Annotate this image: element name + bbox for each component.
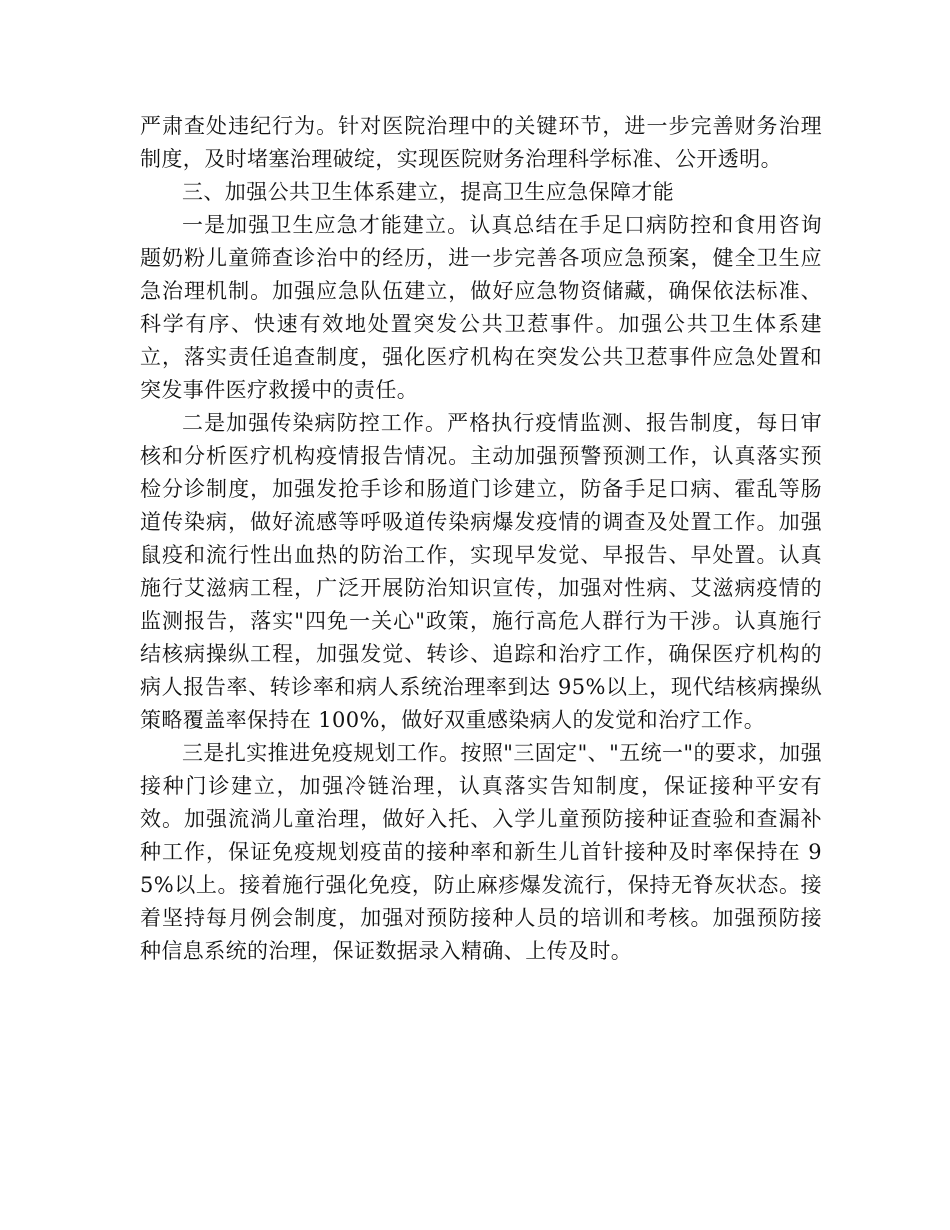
paragraph-emergency-capacity: 一是加强卫生应急才能建立。认真总结在手足口病防控和食用咨询题奶粉儿童筛查诊治中的经历，进一步完善各项应急预案，健全卫生应急治理机制。加强应急队伍建立，做好应急物资储藏，确保依法标准、科学有序、快速有效地处置突发公共卫惹事件。加强公共卫生体系建立，落实责任追查制度，强化医疗机构在突发公共卫惹事件应急处置和突发事件医疗救援中的责任。 [140, 213, 822, 402]
continuation-paragraph: 严肃查处违纪行为。针对医院治理中的关键环节，进一步完善财务治理制度，及时堵塞治理破绽，实现医院财务治理科学标准、公开透明。 [140, 114, 822, 171]
paragraph-immunization: 三是扎实推进免疫规划工作。按照"三固定"、"五统一"的要求，加强接种门诊建立，加强冷链治理，认真落实告知制度，保证接种平安有效。加强流淌儿童治理，做好入托、入学儿童预防接种证查验和查漏补种工作，保证免疫规划疫苗的接种率和新生儿首针接种及时率保持在 95%以上。接着施行强化免疫，防止麻疹爆发流行，保持无脊灰状态。接着坚持每月例会制度，加强对预防接种人员的培训和考核。加强预防接种信息系统的治理，保证数据录入精确、上传及时。 [140, 741, 822, 963]
section-heading: 三、加强公共卫生体系建立，提高卫生应急保障才能 [182, 180, 675, 204]
document-page [140, 110, 822, 968]
paragraph-infectious-disease: 二是加强传染病防控工作。严格执行疫情监测、报告制度，每日审核和分析医疗机构疫情报告情况。主动加强预警预测工作，认真落实预检分诊制度，加强发抢手诊和肠道门诊建立，防备手足口病、霍乱等肠道传染病，做好流感等呼吸道传染病爆发疫情的调查及处置工作。加强鼠疫和流行性出血热的防治工作，实现早发觉、早报告、早处置。认真施行艾滋病工程，广泛开展防治知识宣传，加强对性病、艾滋病疫情的监测报告，落实"四免一关心"政策，施行高危人群行为干涉。认真施行结核病操纵工程，加强发觉、转诊、追踪和治疗工作，确保医疗机构的病人报告率、转诊率和病人系统治理率到达 95%以上，现代结核病操纵策略覆盖率保持在 100%，做好双重感染病人的发觉和治疗工作。 [140, 411, 822, 732]
